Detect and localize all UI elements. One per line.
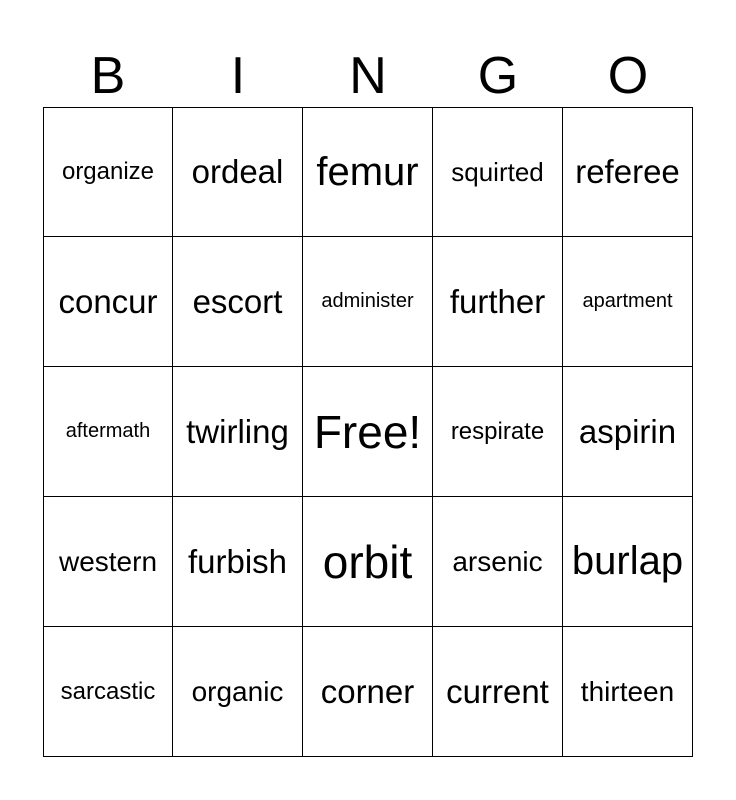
bingo-cell[interactable]: corner <box>303 627 433 757</box>
bingo-cell[interactable]: current <box>433 627 563 757</box>
free-space-cell[interactable]: Free! <box>303 367 433 497</box>
bingo-cell[interactable]: ordeal <box>173 107 303 237</box>
bingo-cell[interactable]: furbish <box>173 497 303 627</box>
bingo-cell[interactable]: femur <box>303 107 433 237</box>
bingo-cell[interactable]: squirted <box>433 107 563 237</box>
header-letter-n: N <box>349 47 387 105</box>
bingo-cell[interactable]: administer <box>303 237 433 367</box>
header-letter-o: O <box>607 47 649 105</box>
bingo-header <box>43 46 693 106</box>
bingo-cell[interactable]: organic <box>173 627 303 757</box>
bingo-cell[interactable]: referee <box>563 107 693 237</box>
header-letter-b: B <box>90 47 126 105</box>
bingo-cell[interactable]: concur <box>43 237 173 367</box>
bingo-cell[interactable]: western <box>43 497 173 627</box>
bingo-cell[interactable]: further <box>433 237 563 367</box>
bingo-cell[interactable]: organize <box>43 107 173 237</box>
bingo-cell[interactable]: aspirin <box>563 367 693 497</box>
header-letter-i: I <box>230 47 246 105</box>
bingo-cell[interactable]: aftermath <box>43 367 173 497</box>
bingo-cell[interactable]: apartment <box>563 237 693 367</box>
bingo-cell[interactable]: escort <box>173 237 303 367</box>
bingo-cell[interactable]: thirteen <box>563 627 693 757</box>
bingo-cell[interactable]: burlap <box>563 497 693 627</box>
bingo-board <box>43 107 693 757</box>
bingo-cell[interactable]: sarcastic <box>43 627 173 757</box>
bingo-cell[interactable]: arsenic <box>433 497 563 627</box>
bingo-cell[interactable]: twirling <box>173 367 303 497</box>
header-letter-g: G <box>477 47 519 105</box>
bingo-cell[interactable]: respirate <box>433 367 563 497</box>
bingo-cell[interactable]: orbit <box>303 497 433 627</box>
